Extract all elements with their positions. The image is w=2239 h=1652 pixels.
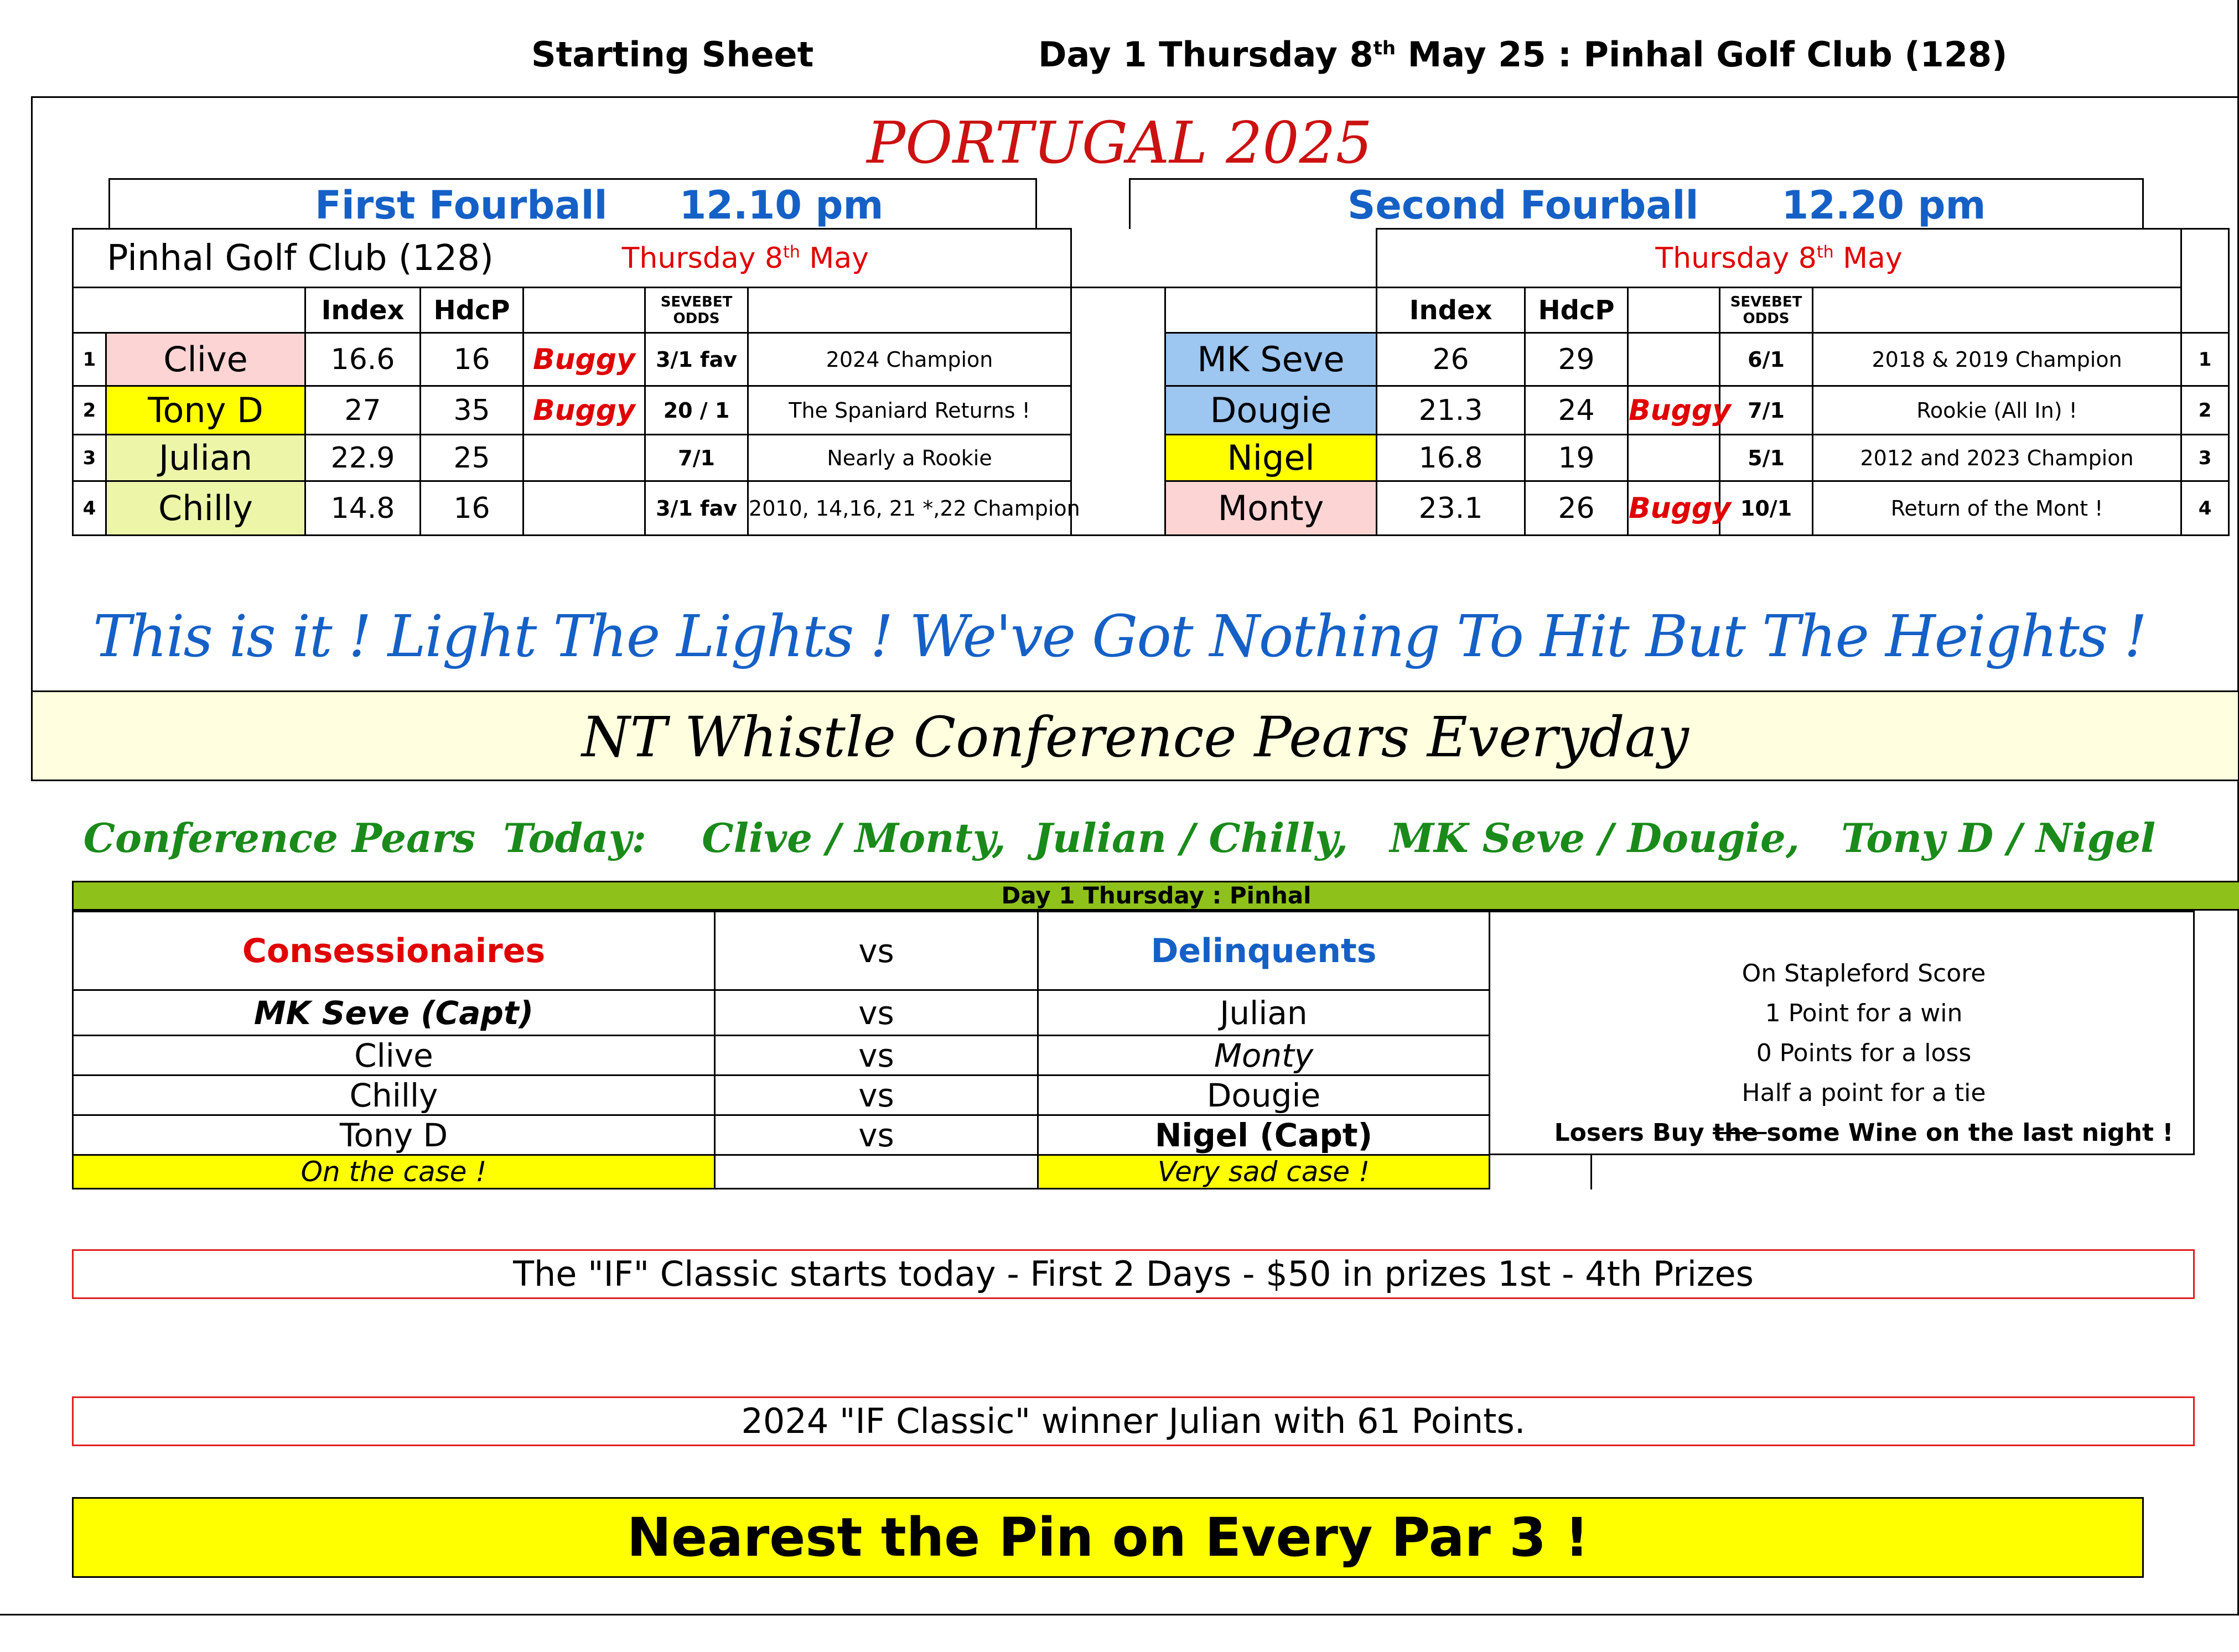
match-right-player: Monty <box>1038 1036 1490 1076</box>
player-index: 21.3 <box>1377 386 1525 435</box>
player-index: 16.6 <box>305 333 421 386</box>
rule-losers-strike: the <box>1712 1119 1767 1147</box>
team-left-name: Consessionaires <box>73 912 715 990</box>
divider <box>1590 1155 1592 1189</box>
rule-line: 1 Point for a win <box>1765 999 1963 1027</box>
gap-cell <box>1071 481 1165 536</box>
player-odds: 5/1 <box>1720 435 1813 481</box>
table-row <box>73 1036 1490 1076</box>
vs-label: vs <box>715 912 1038 990</box>
match-day-bar: Day 1 Thursday : Pinhal <box>72 881 2239 911</box>
index-header: Index <box>305 288 421 333</box>
pears-today: Conference Pears Today: Clive / Monty, Julian / Chilly, MK Seve / Dougie, Tony D / Nigel <box>83 814 2156 861</box>
vs-label: vs <box>715 1076 1038 1115</box>
hdcp-header: HdcP <box>421 288 524 333</box>
player-name: MK Seve <box>1165 333 1377 386</box>
player-index: 14.8 <box>305 481 421 536</box>
case-right: Very sad case ! <box>1038 1155 1490 1189</box>
player-hdcp: 19 <box>1525 435 1628 481</box>
table-row <box>73 1115 1490 1155</box>
edge-cell <box>2181 288 2229 333</box>
match-left-player: Chilly <box>73 1076 715 1115</box>
player-odds: 7/1 <box>1720 386 1813 435</box>
odds-header-line1: SEVEBET <box>1730 293 1802 310</box>
player-odds: 3/1 fav <box>645 481 748 536</box>
player-index: 27 <box>305 386 421 435</box>
match-left-player: Tony D <box>73 1115 715 1155</box>
gap-cell <box>1071 333 1165 386</box>
player-odds: 6/1 <box>1720 333 1813 386</box>
case-middle <box>715 1155 1038 1189</box>
odds-header-line1: SEVEBET <box>660 293 733 310</box>
buggy-header <box>1628 288 1720 333</box>
conference-band: NT Whistle Conference Pears Everyday <box>31 690 2238 781</box>
player-index: 26 <box>1377 333 1525 386</box>
second-fourball-label: Second Fourball <box>1347 183 1699 228</box>
case-left: On the case ! <box>73 1155 715 1189</box>
player-hdcp: 24 <box>1525 386 1628 435</box>
blank-header <box>73 288 305 333</box>
tee-number: 1 <box>2181 333 2229 386</box>
player-note: 2018 & 2019 Champion <box>1813 333 2181 386</box>
player-index: 22.9 <box>305 435 421 481</box>
player-name: Chilly <box>106 481 305 536</box>
player-odds: 3/1 fav <box>645 333 748 386</box>
if-winner-banner: 2024 "IF Classic" winner Julian with 61 Points. <box>72 1396 2195 1446</box>
second-fourball-time: 12.20 pm <box>1781 183 1986 228</box>
player-name: Nigel <box>1165 435 1377 481</box>
table-row <box>73 990 1490 1036</box>
buggy-flag: Buggy <box>1628 481 1720 536</box>
tee-number: 3 <box>2181 435 2229 481</box>
match-right-player: Dougie <box>1038 1076 1490 1115</box>
player-name: Julian <box>106 435 305 481</box>
odds-header-line2: ODDS <box>1743 310 1790 327</box>
player-hdcp: 25 <box>421 435 524 481</box>
player-note: Nearly a Rookie <box>748 435 1071 481</box>
nearest-pin-banner: Nearest the Pin on Every Par 3 ! <box>72 1497 2144 1578</box>
player-name: Tony D <box>106 386 305 435</box>
rule-line: On Stapleford Score <box>1742 959 1986 988</box>
vs-label: vs <box>715 1036 1038 1076</box>
day-label-right-sup: th <box>1816 242 1834 262</box>
player-hdcp: 29 <box>1525 333 1628 386</box>
hdcp-header: HdcP <box>1525 288 1628 333</box>
gap-cell <box>1071 386 1165 435</box>
rule-line: 0 Points for a loss <box>1756 1039 1972 1067</box>
tee-number: 4 <box>2181 481 2229 536</box>
player-index: 16.8 <box>1377 435 1525 481</box>
rule-losers-a: Losers Buy <box>1554 1119 1713 1147</box>
day-heading <box>1038 34 2007 75</box>
buggy-flag: Buggy <box>524 386 645 435</box>
if-classic-banner: The "IF" Classic starts today - First 2 Days - $50 in prizes 1st - 4th Prizes <box>72 1249 2195 1299</box>
day-label-left-suffix: May <box>800 241 869 275</box>
gap-cell <box>1071 435 1165 481</box>
player-name: Monty <box>1165 481 1377 536</box>
day-label-right-prefix: Thursday 8 <box>1655 241 1817 275</box>
buggy-flag <box>1628 333 1720 386</box>
rule-losers-b: some Wine on the last night ! <box>1766 1119 2174 1147</box>
day-label-left <box>421 229 1071 288</box>
starting-grid <box>72 228 2230 536</box>
second-fourball-header <box>1129 178 2144 229</box>
tee-number: 3 <box>73 435 106 481</box>
player-index: 23.1 <box>1377 481 1525 536</box>
odds-header-line2: ODDS <box>673 310 720 327</box>
player-note: 2010, 14,16, 21 *,22 Champion <box>748 481 1071 536</box>
blank-header <box>1165 288 1377 333</box>
vs-label: vs <box>715 1115 1038 1155</box>
match-left-player: MK Seve (Capt) <box>73 990 715 1036</box>
tee-number: 1 <box>73 333 106 386</box>
first-fourball-label: First Fourball <box>315 183 608 228</box>
player-odds: 20 / 1 <box>645 386 748 435</box>
event-title: PORTUGAL 2025 <box>867 109 1372 176</box>
player-name: Clive <box>106 333 305 386</box>
player-hdcp: 16 <box>421 481 524 536</box>
match-right-player: Julian <box>1038 990 1490 1036</box>
table-row <box>73 481 2229 536</box>
buggy-flag <box>524 481 645 536</box>
sheet-title: Starting Sheet <box>531 34 814 75</box>
player-hdcp: 35 <box>421 386 524 435</box>
day-heading-sup: th <box>1373 37 1396 60</box>
rule-losers-line <box>1489 1113 2239 1153</box>
note-header <box>748 288 1071 333</box>
odds-header <box>645 288 748 333</box>
day-label-right <box>1377 229 2181 288</box>
rule-line: Half a point for a tie <box>1742 1079 1986 1107</box>
edge-cell <box>2181 229 2229 288</box>
slogan: This is it ! Light The Lights ! We've Got Nothing To Hit But The Heights ! <box>92 602 2147 670</box>
first-fourball-header <box>108 178 1037 229</box>
index-header: Index <box>1377 288 1525 333</box>
table-row <box>73 386 2229 435</box>
day-heading-suffix: May 25 : Pinhal Golf Club (128) <box>1396 34 2008 75</box>
player-note: 2012 and 2023 Champion <box>1813 435 2181 481</box>
player-note: Rookie (All In) ! <box>1813 386 2181 435</box>
vs-label: vs <box>715 990 1038 1036</box>
tee-number: 2 <box>73 386 106 435</box>
match-table <box>72 911 1490 1189</box>
tee-number: 4 <box>73 481 106 536</box>
club-name: Pinhal Golf Club (128) <box>73 229 421 288</box>
tee-number: 2 <box>2181 386 2229 435</box>
player-odds: 7/1 <box>645 435 748 481</box>
day-label-left-prefix: Thursday 8 <box>621 241 784 275</box>
match-right-player: Nigel (Capt) <box>1038 1115 1490 1155</box>
buggy-header <box>524 288 645 333</box>
first-fourball-time: 12.10 pm <box>679 183 884 228</box>
player-hdcp: 16 <box>421 333 524 386</box>
day-label-left-sup: th <box>783 242 800 262</box>
player-note: Return of the Mont ! <box>1813 481 2181 536</box>
odds-header <box>1720 288 1813 333</box>
gap-cell <box>1071 229 1377 288</box>
table-row <box>73 435 2229 481</box>
team-right-name: Delinquents <box>1038 912 1490 990</box>
note-header <box>1813 288 2181 333</box>
player-note: The Spaniard Returns ! <box>748 386 1071 435</box>
buggy-flag: Buggy <box>1628 386 1720 435</box>
table-row <box>73 1076 1490 1115</box>
buggy-flag <box>1628 435 1720 481</box>
match-left-player: Clive <box>73 1036 715 1076</box>
scoring-rules <box>1489 954 2239 1153</box>
buggy-flag: Buggy <box>524 333 645 386</box>
player-odds: 10/1 <box>1720 481 1813 536</box>
buggy-flag <box>524 435 645 481</box>
player-note: 2024 Champion <box>748 333 1071 386</box>
day-label-right-suffix: May <box>1833 241 1903 275</box>
player-name: Dougie <box>1165 386 1377 435</box>
table-row <box>73 333 2229 386</box>
gap-cell <box>1071 288 1165 333</box>
day-heading-prefix: Day 1 Thursday 8 <box>1038 34 1374 75</box>
player-hdcp: 26 <box>1525 481 1628 536</box>
